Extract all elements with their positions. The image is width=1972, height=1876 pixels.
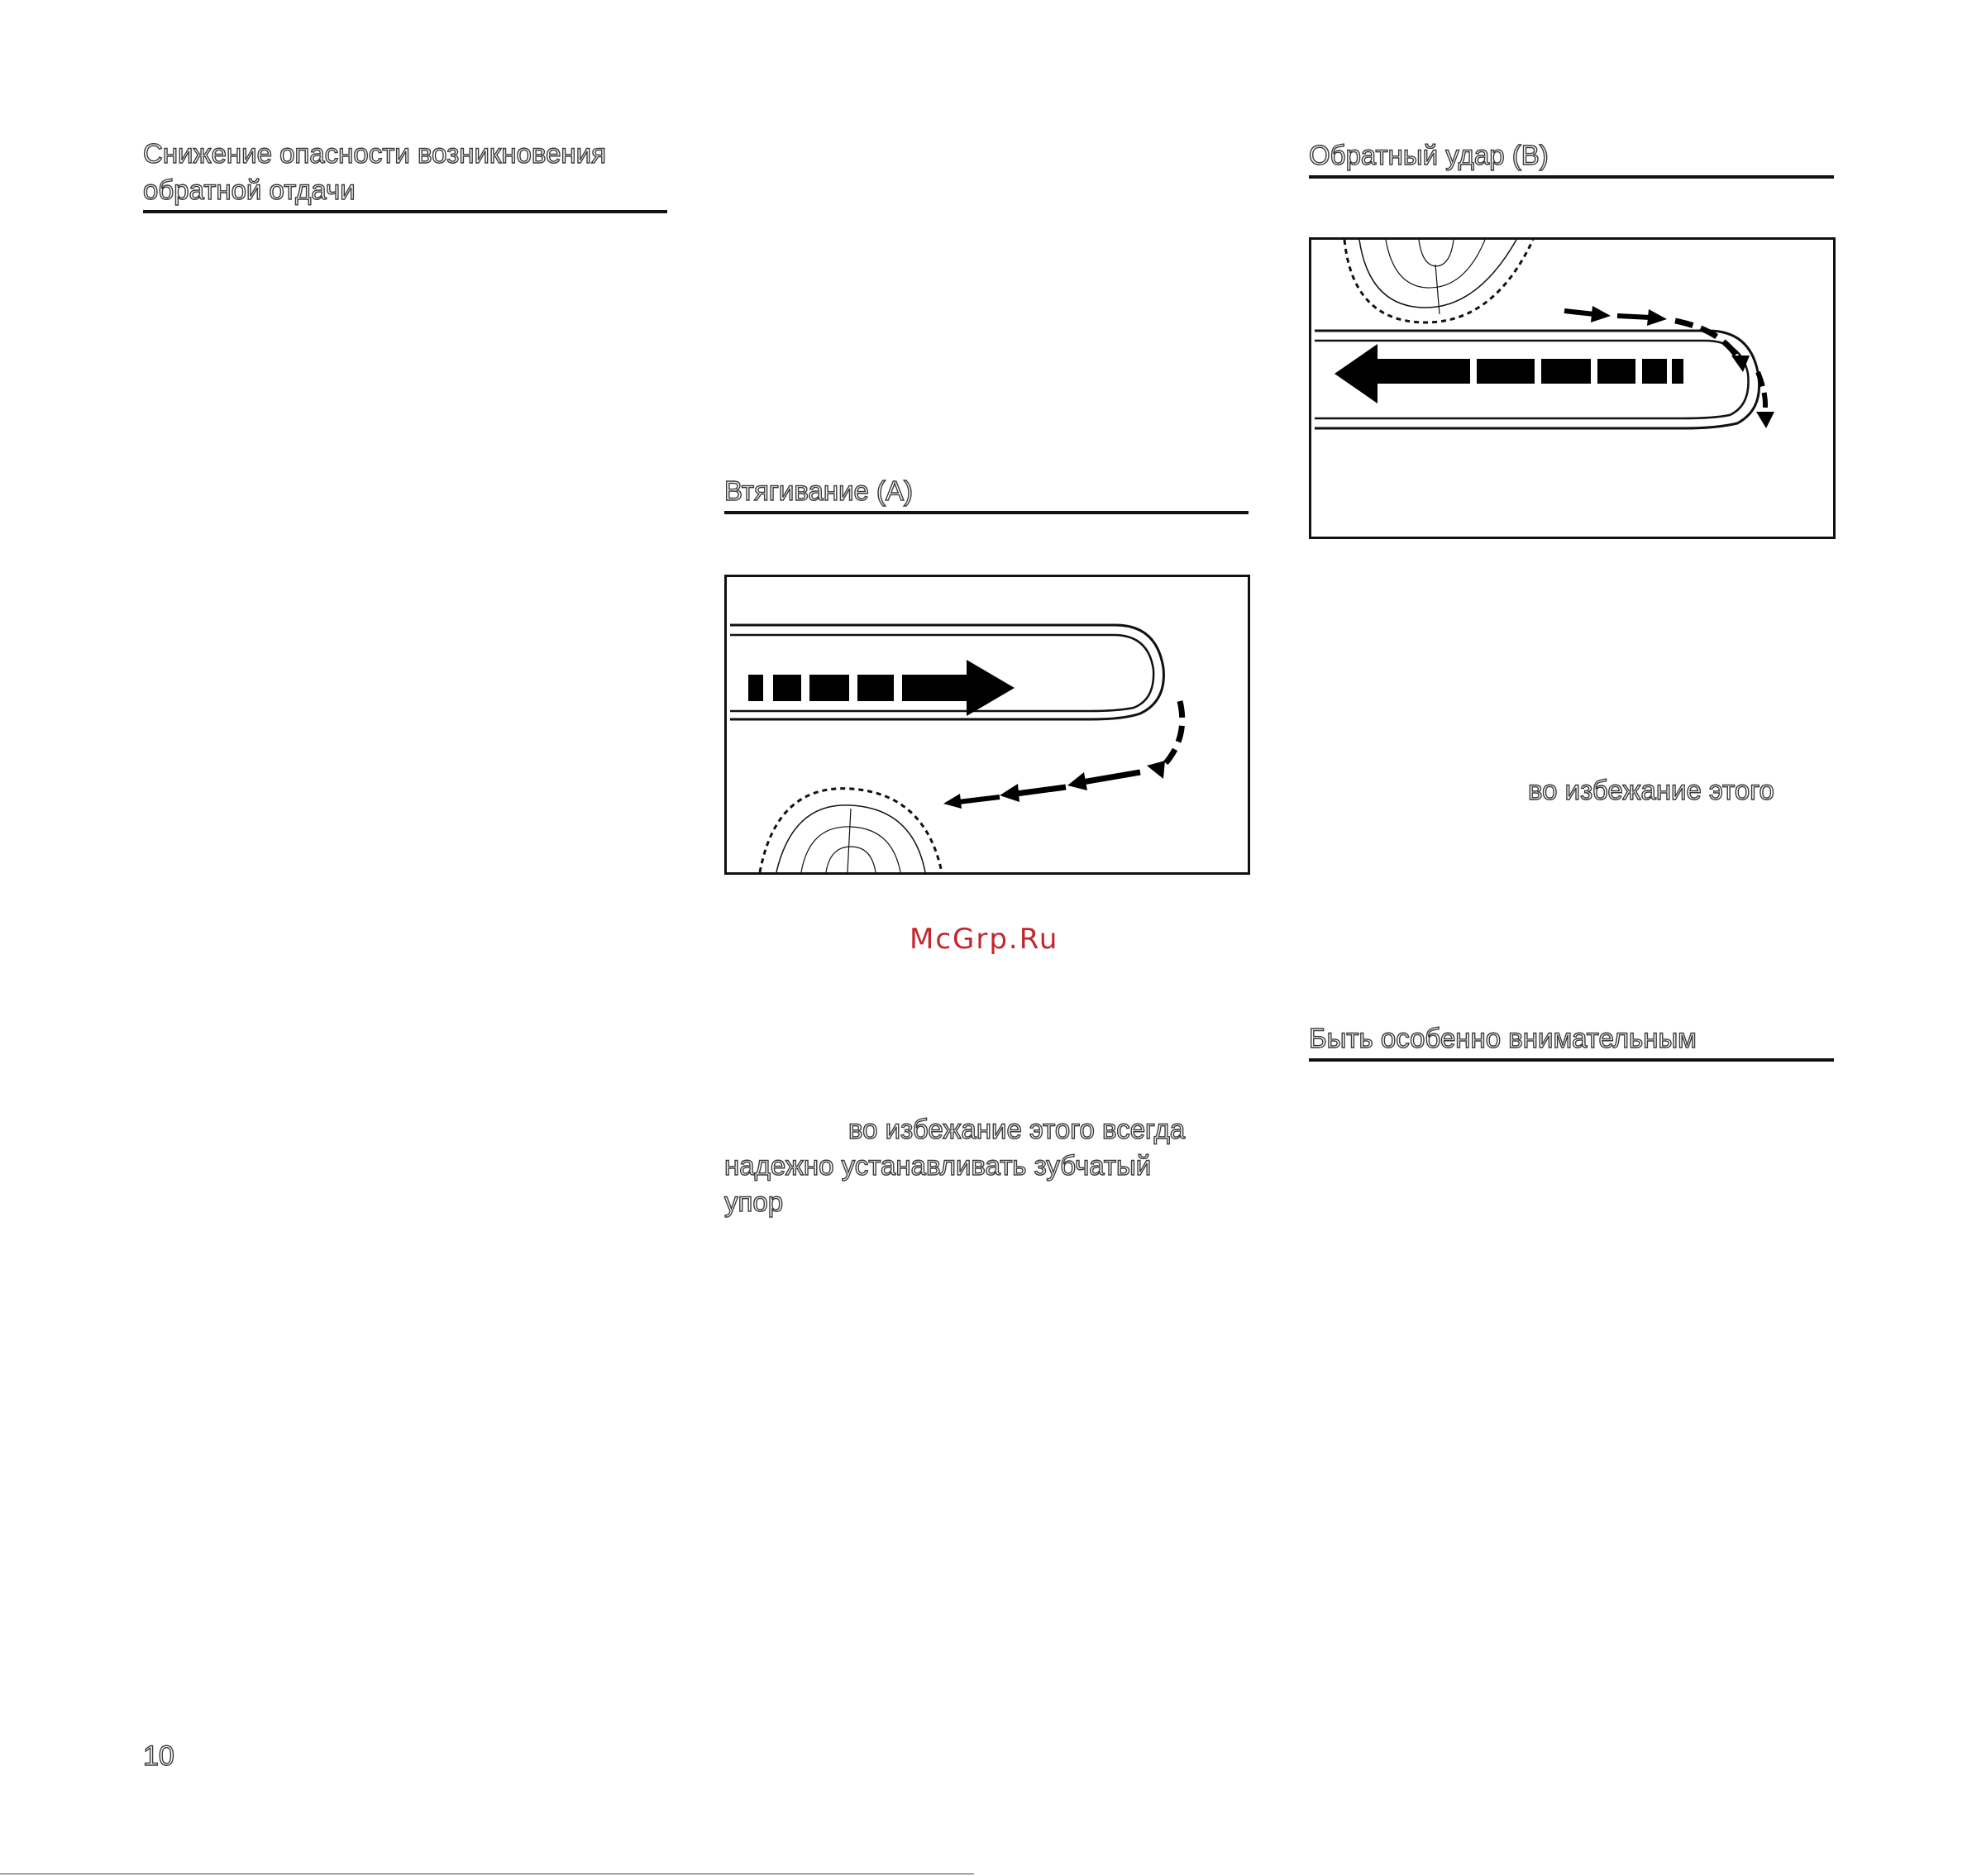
pull-in-note: во избежание этого всегда надежно устанавливать зубчатый упор xyxy=(724,1114,1186,1217)
heading-line-1: Снижение опасности возникновения xyxy=(143,138,606,169)
heading-be-attentive: Быть особенно внимательным xyxy=(1309,1020,1834,1062)
page-number: 10 xyxy=(143,1740,174,1772)
kickback-note: во избежание этого xyxy=(1528,775,1774,805)
figure-kickback-diagram xyxy=(1309,237,1836,539)
watermark: McGrp.Ru xyxy=(910,923,1059,956)
heading-kickback: Обратный удар (В) xyxy=(1309,137,1834,179)
heading-kickback-risk-reduction xyxy=(143,136,667,213)
heading-line-2: обратной отдачи xyxy=(143,174,356,205)
heading-pull-in: Втягивание (А) xyxy=(724,473,1249,514)
figure-pull-in-diagram xyxy=(724,575,1250,875)
